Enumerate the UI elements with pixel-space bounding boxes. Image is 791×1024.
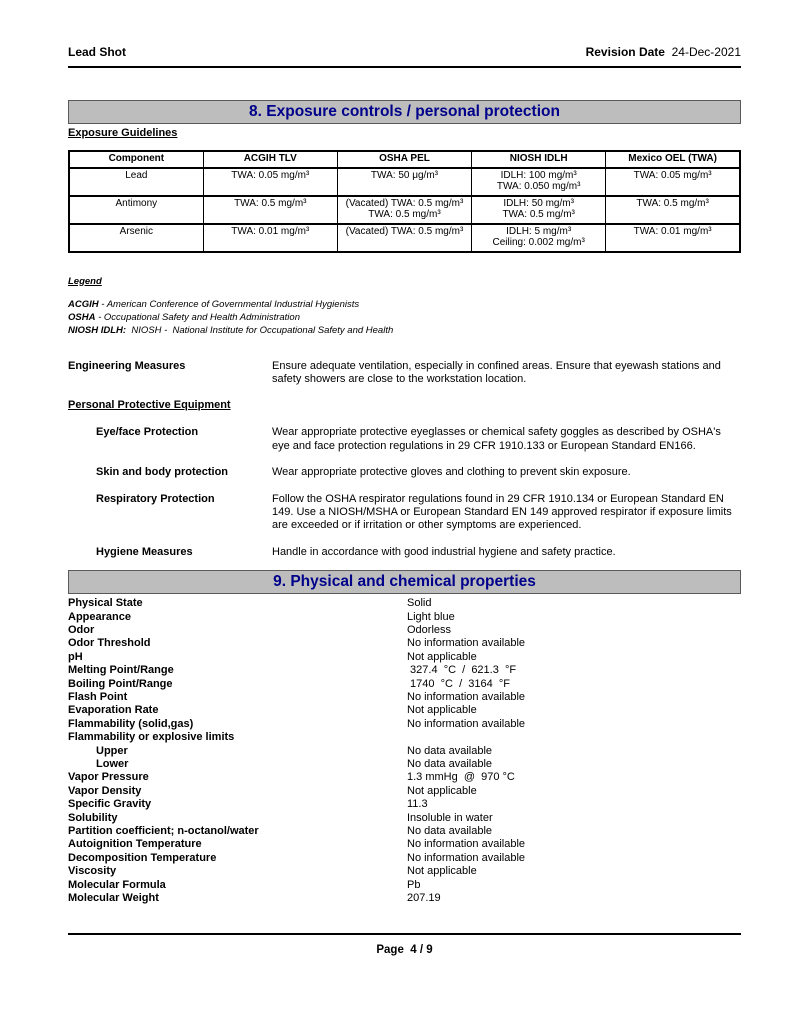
- table-header-osha-pel: OSHA PEL: [337, 151, 471, 168]
- ppe-row-respiratory-protection: [68, 493, 741, 533]
- property-label: Autoignition Temperature: [68, 838, 202, 851]
- property-row-melting-point: [68, 664, 741, 677]
- property-row-decomposition-temperature: [68, 852, 741, 865]
- legend-term: NIOSH IDLH:: [68, 324, 127, 336]
- property-value: No information available: [407, 838, 526, 851]
- legend-section: [68, 276, 741, 337]
- property-row-vapor-pressure: [68, 771, 741, 784]
- property-value: No information available: [407, 637, 526, 650]
- property-label: Vapor Pressure: [68, 771, 149, 784]
- property-value: Odorless: [407, 623, 452, 636]
- property-row-partition-coefficient: [68, 825, 741, 838]
- component-cell: Arsenic: [69, 224, 203, 252]
- property-label: Boiling Point/Range: [68, 677, 173, 690]
- ppe-label: Respiratory Protection: [96, 492, 215, 505]
- property-label: Specific Gravity: [68, 798, 152, 811]
- property-value: No data available: [407, 744, 493, 757]
- niosh-cell: [472, 196, 606, 224]
- property-row-lower-limit: [68, 758, 741, 771]
- mexico-cell: TWA: 0.05 mg/m³: [606, 168, 740, 196]
- legend-entry-osha: [68, 311, 741, 324]
- property-row-autoignition-temperature: [68, 838, 741, 851]
- table-header-niosh-idlh: NIOSH IDLH: [472, 151, 606, 168]
- property-row-odor: [68, 624, 741, 637]
- legend-entry-niosh: [68, 324, 741, 337]
- property-row-vapor-density: [68, 785, 741, 798]
- property-value: Insoluble in water: [407, 811, 493, 824]
- table-row-antimony: [69, 196, 740, 224]
- property-value: 11.3: [407, 798, 428, 811]
- ppe-label: Eye/face Protection: [96, 426, 199, 439]
- page-number: Page 4 / 9: [376, 944, 433, 956]
- exposure-guidelines-heading: Exposure Guidelines: [68, 127, 178, 139]
- property-row-physical-state: [68, 597, 741, 610]
- property-value: Not applicable: [407, 865, 477, 878]
- property-value: No information available: [407, 717, 526, 730]
- osha-cell: [337, 168, 471, 196]
- property-label: Lower: [96, 758, 129, 771]
- document-footer: [68, 933, 741, 956]
- revision-date-label: Revision Date: [585, 45, 665, 59]
- legend-definition: - Occupational Safety and Health Administration: [95, 311, 300, 323]
- property-value: Pb: [407, 878, 421, 891]
- ppe-text: Follow the OSHA respirator regulations found in 29 CFR 1910.134 or European Standard EN 149. Use a NIOSH/MSHA or European Standard EN 149 approved respirator if exposure limits are exceeded or if irritation or other symptoms are experienced.: [272, 492, 732, 532]
- acgih-cell: TWA: 0.5 mg/m³: [203, 196, 337, 224]
- property-value: Light blue: [407, 610, 455, 623]
- property-label: pH: [68, 650, 83, 663]
- osha-line: (Vacated) TWA: 0.5 mg/m³: [345, 197, 464, 209]
- property-row-solubility: [68, 812, 741, 825]
- property-row-flammability-solid-gas: [68, 718, 741, 731]
- property-label: Flammability (solid,gas): [68, 717, 194, 730]
- property-value: 1.3 mmHg @ 970 °C: [407, 771, 515, 784]
- table-header-mexico-oel: Mexico OEL (TWA): [606, 151, 740, 168]
- exposure-limits-table: [68, 150, 741, 253]
- legend-term: ACGIH: [68, 298, 99, 310]
- property-value: No data available: [407, 825, 493, 838]
- property-value: Solid: [407, 597, 432, 610]
- mexico-cell: TWA: 0.5 mg/m³: [606, 196, 740, 224]
- niosh-cell: [472, 224, 606, 252]
- engineering-measures-label: Engineering Measures: [68, 359, 186, 372]
- section-8-header: 8. Exposure controls / personal protection: [68, 100, 741, 124]
- physical-properties-list: [68, 597, 741, 905]
- property-label: Viscosity: [68, 865, 117, 878]
- exposure-table-body: [69, 168, 740, 252]
- acgih-cell: TWA: 0.01 mg/m³: [203, 224, 337, 252]
- property-label: Decomposition Temperature: [68, 851, 217, 864]
- ppe-row-eye-face-protection: [68, 426, 741, 453]
- property-row-boiling-point: [68, 678, 741, 691]
- property-value: 207.19: [407, 892, 441, 905]
- property-label: Melting Point/Range: [68, 664, 174, 677]
- niosh-line: TWA: 0.5 mg/m³: [502, 209, 575, 220]
- component-cell: Antimony: [69, 196, 203, 224]
- property-row-odor-threshold: [68, 637, 741, 650]
- legend-term: OSHA: [68, 311, 96, 323]
- legend-entry-acgih: [68, 298, 741, 311]
- revision-date: [586, 45, 741, 59]
- property-value: Not applicable: [407, 704, 477, 717]
- property-label: Flammability or explosive limits: [68, 731, 235, 744]
- acgih-cell: TWA: 0.05 mg/m³: [203, 168, 337, 196]
- table-row-arsenic: [69, 224, 740, 252]
- property-label: Odor: [68, 623, 95, 636]
- niosh-line: IDLH: 100 mg/m³: [500, 169, 577, 181]
- ppe-label: Skin and body protection: [96, 466, 229, 479]
- revision-date-spacer: [665, 45, 672, 59]
- property-value: No information available: [407, 851, 526, 864]
- legend-definition: - American Conference of Governmental Industrial Hygienists: [98, 298, 360, 310]
- table-row-lead: [69, 168, 740, 196]
- property-label: Partition coefficient; n-octanol/water: [68, 825, 259, 838]
- property-label: Vapor Density: [68, 784, 142, 797]
- property-label: Solubility: [68, 811, 118, 824]
- property-value: No information available: [407, 691, 526, 703]
- osha-line: TWA: 50 μg/m³: [370, 169, 438, 181]
- section-9-header: 9. Physical and chemical properties: [68, 570, 741, 594]
- legend-definition: NIOSH - National Institute for Occupational Safety and Health: [126, 324, 394, 336]
- product-name: Lead Shot: [68, 45, 127, 59]
- osha-cell: [337, 196, 471, 224]
- property-row-evaporation-rate: [68, 704, 741, 717]
- property-row-flash-point: [68, 691, 741, 704]
- property-label: Molecular Weight: [68, 892, 159, 905]
- niosh-line: IDLH: 50 mg/m³: [503, 197, 574, 209]
- niosh-line: TWA: 0.050 mg/m³: [496, 181, 581, 192]
- table-header-component: Component: [69, 151, 203, 168]
- property-value: 1740 °C / 3164 °F: [407, 677, 510, 690]
- osha-line: (Vacated) TWA: 0.5 mg/m³: [345, 225, 464, 237]
- property-row-viscosity: [68, 865, 741, 878]
- legend-entries: [68, 298, 741, 337]
- niosh-line: IDLH: 5 mg/m³: [506, 225, 572, 237]
- component-cell: Lead: [69, 168, 203, 196]
- engineering-measures-text: Ensure adequate ventilation, especially in confined areas. Ensure that eyewash stations and safety showers are close to the workstation location.: [272, 359, 721, 385]
- property-label: Molecular Formula: [68, 878, 166, 891]
- niosh-line: Ceiling: 0.002 mg/m³: [492, 237, 585, 248]
- property-row-upper-limit: [68, 745, 741, 758]
- property-value: [407, 731, 741, 744]
- mexico-cell: TWA: 0.01 mg/m³: [606, 224, 740, 252]
- property-label: Physical State: [68, 597, 143, 610]
- property-row-molecular-formula: [68, 879, 741, 892]
- exposure-table-head: [69, 151, 740, 168]
- osha-line: TWA: 0.5 mg/m³: [368, 209, 441, 220]
- ppe-text: Wear appropriate protective eyeglasses or chemical safety goggles as described by OSHA's eye and face protection regulations in 29 CFR 1910.133 or European Standard EN166.: [272, 426, 721, 452]
- ppe-text: Handle in accordance with good industrial hygiene and safety practice.: [272, 545, 616, 558]
- property-row-molecular-weight: [68, 892, 741, 905]
- property-row-flammability-explosive-limits: [68, 731, 741, 744]
- property-row-specific-gravity: [68, 798, 741, 811]
- legend-heading: Legend: [68, 275, 102, 287]
- property-value: Not applicable: [407, 784, 477, 797]
- niosh-cell: [472, 168, 606, 196]
- property-label: Upper: [96, 744, 128, 757]
- property-value: 327.4 °C / 621.3 °F: [407, 664, 517, 677]
- ppe-row-hygiene-measures: [68, 546, 741, 559]
- osha-cell: [337, 224, 471, 252]
- property-label: Evaporation Rate: [68, 704, 159, 717]
- engineering-measures-row: [68, 360, 741, 387]
- table-header-acgih-tlv: ACGIH TLV: [203, 151, 337, 168]
- property-label: Odor Threshold: [68, 637, 151, 650]
- document-header: [68, 45, 741, 68]
- ppe-row-skin-body-protection: [68, 466, 741, 479]
- ppe-label: Hygiene Measures: [96, 545, 193, 558]
- ppe-text: Wear appropriate protective gloves and clothing to prevent skin exposure.: [272, 466, 631, 479]
- property-row-ph: [68, 651, 741, 664]
- property-value: Not applicable: [407, 650, 477, 663]
- property-row-appearance: [68, 611, 741, 624]
- ppe-heading: Personal Protective Equipment: [68, 399, 231, 412]
- revision-date-value: 24-Dec-2021: [671, 45, 741, 59]
- exposure-table-header-row: [69, 151, 740, 168]
- property-label: Appearance: [68, 610, 131, 623]
- property-value: No data available: [407, 758, 493, 771]
- property-label: Flash Point: [68, 691, 128, 703]
